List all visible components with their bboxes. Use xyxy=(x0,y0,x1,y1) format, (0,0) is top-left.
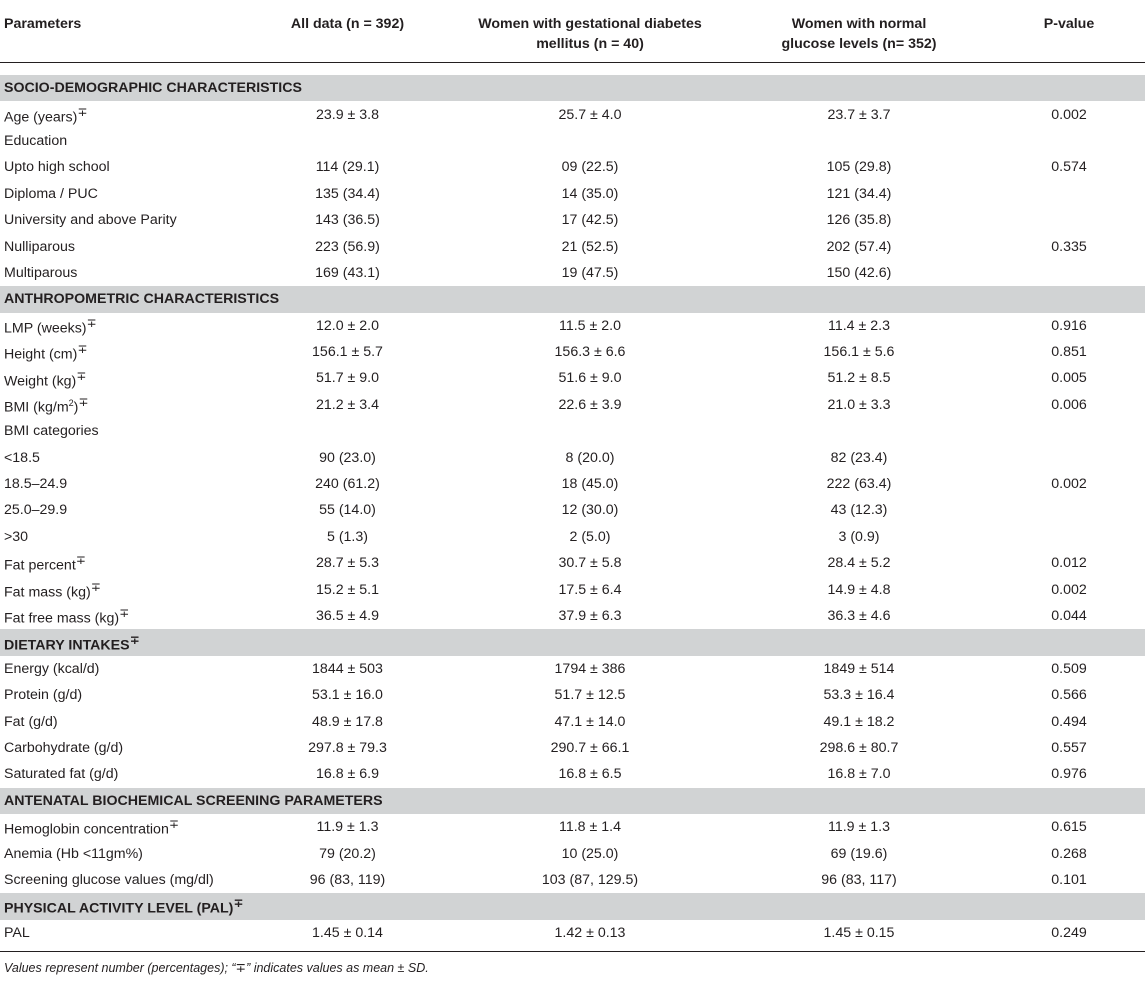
section-title-text: DIETARY INTAKES xyxy=(4,637,130,654)
parameter-label: Height (cm) xyxy=(4,346,78,363)
normal-cell: 1.45 ± 0.15 xyxy=(823,924,895,941)
all-data-cell: 297.8 ± 79.3 xyxy=(308,739,387,756)
all-data-cell: 169 (43.1) xyxy=(315,264,380,281)
parameter-cell xyxy=(0,207,240,233)
table-row xyxy=(0,524,1145,550)
all-data-cell: 15.2 ± 5.1 xyxy=(315,581,379,598)
parameter-label: Fat (g/d) xyxy=(4,713,58,730)
gdm-cell: 1794 ± 386 xyxy=(554,660,626,677)
mean-sd-mark: ∓ xyxy=(86,315,97,330)
table-row xyxy=(0,471,1145,497)
header-gdm-line2: mellitus (n = 40) xyxy=(536,36,644,52)
section-header xyxy=(0,788,1145,814)
gdm-cell: 21 (52.5) xyxy=(561,238,619,255)
gdm-cell: 14 (35.0) xyxy=(561,185,619,202)
gdm-cell: 37.9 ± 6.3 xyxy=(558,608,622,624)
p-value-cell: 0.005 xyxy=(1051,370,1087,387)
normal-cell: 126 (35.8) xyxy=(826,212,892,229)
parameter-label: Carbohydrate (g/d) xyxy=(4,739,124,756)
all-data-cell: 79 (20.2) xyxy=(319,845,376,862)
all-data-cell: 53.1 ± 16.0 xyxy=(312,687,383,704)
all-data-cell xyxy=(240,128,455,154)
p-value-cell xyxy=(993,524,1145,550)
p-value-cell: 0.006 xyxy=(1051,396,1087,413)
section-title-text: SOCIO-DEMOGRAPHIC CHARACTERISTICS xyxy=(4,80,302,97)
table-row xyxy=(0,233,1145,259)
parameter-cell xyxy=(0,682,240,708)
all-data-cell: 11.9 ± 1.3 xyxy=(316,819,379,836)
gdm-cell: 17 (42.5) xyxy=(561,212,619,229)
gdm-cell: 51.7 ± 12.5 xyxy=(554,687,626,704)
all-data-cell: 223 (56.9) xyxy=(315,238,380,255)
gdm-cell: 25.7 ± 4.0 xyxy=(558,106,622,123)
all-data-cell: 135 (34.4) xyxy=(315,185,380,202)
gdm-cell xyxy=(455,418,725,444)
table-row xyxy=(0,260,1145,286)
all-data-cell: 36.5 ± 4.9 xyxy=(315,608,379,624)
p-value-cell: 0.557 xyxy=(1051,739,1087,756)
all-data-cell: 48.9 ± 17.8 xyxy=(312,713,383,730)
p-value-cell: 0.101 xyxy=(1051,871,1087,888)
gdm-cell: 1.42 ± 0.13 xyxy=(554,924,626,941)
parameter-label: Saturated fat (g/d) xyxy=(4,766,119,783)
parameter-cell xyxy=(0,576,240,602)
section-title xyxy=(0,893,1145,919)
parameter-cell xyxy=(0,444,240,470)
gdm-cell: 12 (30.0) xyxy=(561,502,619,519)
parameter-label: Hemoglobin concentration xyxy=(4,822,169,838)
normal-cell: 36.3 ± 4.6 xyxy=(827,608,891,624)
parameter-label: Fat mass (kg) xyxy=(4,584,91,601)
all-data-cell: 90 (23.0) xyxy=(319,449,376,466)
table-row xyxy=(0,920,1145,946)
parameter-label: Fat percent xyxy=(4,558,76,575)
all-data-cell: 16.8 ± 6.9 xyxy=(315,766,379,783)
normal-cell: 14.9 ± 4.8 xyxy=(827,581,891,598)
parameter-cell xyxy=(0,840,240,866)
p-value-cell: 0.976 xyxy=(1051,766,1087,783)
table-header xyxy=(0,0,1145,62)
parameter-label: Diploma / PUC xyxy=(4,185,98,202)
p-value-cell xyxy=(993,207,1145,233)
gdm-cell: 22.6 ± 3.9 xyxy=(558,396,622,413)
mean-sd-mark: ∓ xyxy=(76,368,87,383)
normal-cell: 298.6 ± 80.7 xyxy=(819,739,899,756)
parameter-label: PAL xyxy=(4,924,30,941)
all-data-cell: 156.1 ± 5.7 xyxy=(312,344,383,361)
parameter-cell xyxy=(0,920,240,946)
table-row xyxy=(0,181,1145,207)
parameter-cell xyxy=(0,365,240,391)
header-p-value: P-value xyxy=(993,0,1145,62)
normal-cell: 16.8 ± 7.0 xyxy=(827,766,891,783)
parameter-label: Weight (kg) xyxy=(4,373,77,390)
mean-sd-mark: ∓ xyxy=(119,606,130,621)
gdm-cell: 18 (45.0) xyxy=(561,476,619,493)
normal-cell: 105 (29.8) xyxy=(826,159,892,176)
all-data-cell: 23.9 ± 3.8 xyxy=(315,106,379,123)
parameter-cell xyxy=(0,313,240,339)
parameter-cell xyxy=(0,339,240,365)
p-value-cell: 0.002 xyxy=(1051,581,1087,598)
header-all-data: All data (n = 392) xyxy=(240,0,455,62)
gdm-cell xyxy=(455,128,725,154)
all-data-cell: 96 (83, 119) xyxy=(309,871,386,888)
section-header xyxy=(0,629,1145,655)
p-value-cell xyxy=(993,444,1145,470)
p-value-cell: 0.615 xyxy=(1051,819,1087,836)
normal-cell: 1849 ± 514 xyxy=(823,660,895,677)
mean-sd-mark: ∓ xyxy=(168,817,179,832)
table-row xyxy=(0,392,1145,418)
all-data-cell: 240 (61.2) xyxy=(315,476,380,493)
table-row xyxy=(0,444,1145,470)
table-row xyxy=(0,154,1145,180)
gdm-cell: 11.8 ± 1.4 xyxy=(559,819,621,836)
normal-cell: 222 (63.4) xyxy=(826,476,892,493)
section-title xyxy=(0,629,1145,655)
parameter-label: Anemia (Hb <11gm%) xyxy=(4,845,143,862)
section-title xyxy=(0,788,1145,814)
p-value-cell: 0.012 xyxy=(1051,555,1087,572)
header-spacer xyxy=(0,62,1145,75)
all-data-cell: 1844 ± 503 xyxy=(312,660,383,677)
parameter-cell xyxy=(0,392,240,418)
parameter-cell xyxy=(0,154,240,180)
parameter-label: Age (years) xyxy=(4,109,78,126)
p-value-cell: 0.851 xyxy=(1051,344,1087,361)
table-row xyxy=(0,840,1145,866)
gdm-cell: 16.8 ± 6.5 xyxy=(558,766,622,783)
header-parameters: Parameters xyxy=(0,0,240,62)
all-data-cell: 55 (14.0) xyxy=(319,502,376,519)
parameter-cell xyxy=(0,524,240,550)
parameter-cell xyxy=(0,128,240,154)
parameter-cell xyxy=(0,101,240,127)
normal-cell: 69 (19.6) xyxy=(830,845,888,862)
p-value-cell: 0.044 xyxy=(1051,608,1087,624)
parameter-label: 18.5–24.9 xyxy=(4,476,68,493)
table-row xyxy=(0,576,1145,602)
table-bottom-rule xyxy=(0,946,1145,952)
mean-sd-mark: ∓ xyxy=(129,632,140,647)
normal-cell: 43 (12.3) xyxy=(830,502,888,519)
header-normal xyxy=(725,0,993,62)
parameter-label: Education xyxy=(4,132,68,149)
section-header xyxy=(0,893,1145,919)
p-value-cell: 0.002 xyxy=(1051,106,1087,123)
normal-cell: 11.9 ± 1.3 xyxy=(828,819,890,836)
normal-cell: 21.0 ± 3.3 xyxy=(827,396,891,413)
mean-sd-mark: ∓ xyxy=(75,553,86,568)
table-row xyxy=(0,656,1145,682)
parameter-label: 25.0–29.9 xyxy=(4,502,68,519)
parameter-cell xyxy=(0,233,240,259)
p-value-cell: 0.335 xyxy=(1051,238,1087,255)
all-data-cell: 5 (1.3) xyxy=(326,528,368,545)
parameter-cell xyxy=(0,550,240,576)
gdm-cell: 17.5 ± 6.4 xyxy=(558,581,622,598)
section-title xyxy=(0,75,1145,101)
gdm-cell: 290.7 ± 66.1 xyxy=(550,739,630,756)
all-data-cell xyxy=(240,418,455,444)
table-row xyxy=(0,128,1145,154)
section-title-text: PHYSICAL ACTIVITY LEVEL (PAL) xyxy=(4,901,234,918)
gdm-cell: 2 (5.0) xyxy=(569,528,611,545)
gdm-cell: 156.3 ± 6.6 xyxy=(554,344,626,361)
header-gdm xyxy=(455,0,725,62)
gdm-cell: 19 (47.5) xyxy=(561,264,619,281)
normal-cell xyxy=(725,418,993,444)
p-value-cell xyxy=(993,128,1145,154)
p-value-cell xyxy=(993,181,1145,207)
gdm-cell: 47.1 ± 14.0 xyxy=(554,713,626,730)
gdm-cell: 10 (25.0) xyxy=(561,845,619,862)
parameter-cell xyxy=(0,418,240,444)
section-header xyxy=(0,286,1145,312)
table-row xyxy=(0,418,1145,444)
table-row xyxy=(0,339,1145,365)
normal-cell: 156.1 ± 5.6 xyxy=(823,344,895,361)
p-value-cell xyxy=(993,260,1145,286)
normal-cell: 11.4 ± 2.3 xyxy=(828,317,890,334)
table-row xyxy=(0,101,1145,127)
parameter-label: LMP (weeks) xyxy=(4,320,87,337)
header-gdm-line1: Women with gestational diabetes xyxy=(478,16,702,32)
p-value-cell: 0.509 xyxy=(1051,660,1087,677)
normal-cell: 23.7 ± 3.7 xyxy=(827,106,891,123)
parameter-cell xyxy=(0,708,240,734)
all-data-cell: 51.7 ± 9.0 xyxy=(315,370,379,387)
gdm-cell: 103 (87, 129.5) xyxy=(541,871,639,888)
mean-sd-mark: ∓ xyxy=(77,104,88,119)
normal-cell: 51.2 ± 8.5 xyxy=(827,370,891,387)
all-data-cell: 114 (29.1) xyxy=(315,159,380,176)
normal-cell: 96 (83, 117) xyxy=(821,871,897,888)
parameter-label: Screening glucose values (mg/dl) xyxy=(4,871,214,888)
parameter-cell xyxy=(0,814,240,840)
parameter-label: University and above Parity xyxy=(4,212,177,229)
p-value-cell: 0.574 xyxy=(1051,159,1087,176)
parameter-label: Upto high school xyxy=(4,159,110,176)
parameter-label: Energy (kcal/d) xyxy=(4,660,100,677)
parameter-cell xyxy=(0,603,240,629)
table-row xyxy=(0,708,1145,734)
section-header xyxy=(0,75,1145,101)
mean-sd-mark: ∓ xyxy=(78,395,89,410)
table-row xyxy=(0,207,1145,233)
table-row xyxy=(0,603,1145,629)
parameter-label: Multiparous xyxy=(4,264,78,281)
section-title-text: ANTENATAL BIOCHEMICAL SCREENING PARAMETERS xyxy=(4,792,383,809)
table-row xyxy=(0,313,1145,339)
section-title xyxy=(0,286,1145,312)
gdm-cell: 30.7 ± 5.8 xyxy=(558,555,622,572)
parameter-label: Fat free mass (kg) xyxy=(4,610,120,627)
parameter-label: Protein (g/d) xyxy=(4,687,83,704)
p-value-cell: 0.249 xyxy=(1051,924,1087,941)
normal-cell: 53.3 ± 16.4 xyxy=(823,687,895,704)
gdm-cell: 8 (20.0) xyxy=(565,449,615,466)
p-value-cell: 0.916 xyxy=(1051,317,1087,334)
gdm-cell: 51.6 ± 9.0 xyxy=(558,370,622,387)
parameter-label: BMI categories xyxy=(4,423,99,440)
mean-sd-mark: ∓ xyxy=(77,342,88,357)
parameter-superscript: 2 xyxy=(68,398,74,409)
parameter-cell xyxy=(0,260,240,286)
table-footnote: Values represent number (percentages); “∓” indicates values as mean ± SD. xyxy=(4,961,429,975)
p-value-cell: 0.494 xyxy=(1051,713,1087,730)
p-value-cell xyxy=(993,418,1145,444)
parameter-cell xyxy=(0,181,240,207)
header-normal-line1: Women with normal xyxy=(791,16,927,32)
header-normal-line2: glucose levels (n= 352) xyxy=(781,36,937,52)
normal-cell xyxy=(725,128,993,154)
parameter-cell xyxy=(0,656,240,682)
all-data-cell: 12.0 ± 2.0 xyxy=(315,317,379,334)
mean-sd-mark: ∓ xyxy=(90,579,101,594)
table-row xyxy=(0,761,1145,787)
normal-cell: 28.4 ± 5.2 xyxy=(827,555,891,572)
all-data-cell: 143 (36.5) xyxy=(315,212,380,229)
parameter-label: >30 xyxy=(4,528,29,545)
all-data-cell: 1.45 ± 0.14 xyxy=(312,924,383,941)
section-title-text: ANTHROPOMETRIC CHARACTERISTICS xyxy=(4,291,280,308)
normal-cell: 3 (0.9) xyxy=(838,528,880,545)
all-data-cell: 28.7 ± 5.3 xyxy=(315,555,379,572)
parameter-cell xyxy=(0,735,240,761)
parameter-cell xyxy=(0,761,240,787)
normal-cell: 121 (34.4) xyxy=(826,185,892,202)
table-row xyxy=(0,867,1145,893)
p-value-cell: 0.002 xyxy=(1051,476,1087,493)
all-data-cell: 21.2 ± 3.4 xyxy=(315,396,379,413)
parameter-cell xyxy=(0,497,240,523)
table-row xyxy=(0,365,1145,391)
parameter-label: <18.5 xyxy=(4,449,40,466)
p-value-cell: 0.268 xyxy=(1051,845,1087,862)
normal-cell: 49.1 ± 18.2 xyxy=(823,713,895,730)
p-value-cell xyxy=(993,497,1145,523)
table-row xyxy=(0,735,1145,761)
table-row xyxy=(0,497,1145,523)
parameter-label-suffix: ) xyxy=(73,399,79,416)
parameter-cell xyxy=(0,471,240,497)
gdm-cell: 11.5 ± 2.0 xyxy=(559,317,621,334)
table-row xyxy=(0,814,1145,840)
table-body xyxy=(0,62,1145,952)
parameter-label: Nulliparous xyxy=(4,238,75,255)
normal-cell: 82 (23.4) xyxy=(830,449,888,466)
p-value-cell: 0.566 xyxy=(1051,687,1087,704)
normal-cell: 150 (42.6) xyxy=(826,264,892,281)
table-row xyxy=(0,682,1145,708)
parameter-cell xyxy=(0,867,240,893)
mean-sd-mark: ∓ xyxy=(233,896,244,911)
parameter-label: BMI (kg/m xyxy=(4,399,69,416)
gdm-cell: 09 (22.5) xyxy=(561,159,619,176)
normal-cell: 202 (57.4) xyxy=(826,238,892,255)
table-row xyxy=(0,550,1145,576)
